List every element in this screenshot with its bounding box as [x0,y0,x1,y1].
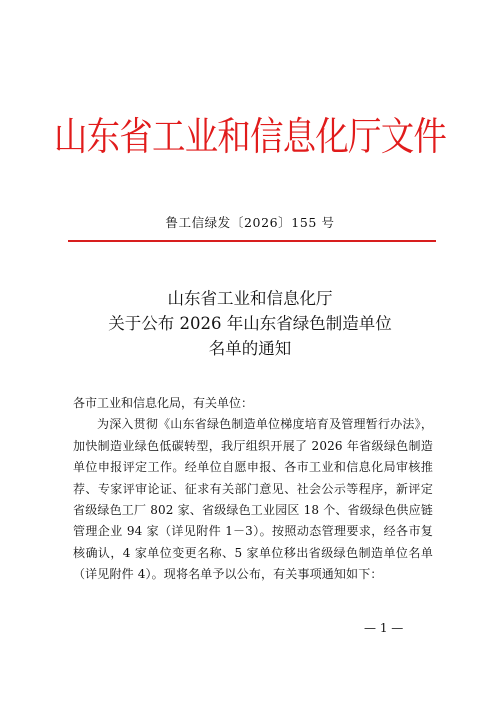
issuing-office-title: 山东省工业和信息化厅文件 [53,115,447,160]
notice-title-line-1: 山东省工业和信息化厅 [167,289,333,308]
document-number: 鲁工信绿发〔2026〕155 号 [165,215,335,230]
notice-body [73,393,433,586]
salutation: 各市工业和信息化局，有关单位： [73,396,254,410]
notice-title-line-3: 名单的通知 [208,339,292,358]
notice-title [0,286,500,361]
body-paragraph: 为深入贯彻《山东省绿色制造单位梯度培育及管理暂行办法》，加快制造业绿色低碳转型，我厅组织开展了 2026 年省级绿色制造单位申报评定工作。经单位自愿申报、各市工业和信息化局审核推荐、专家评审论证、征求有关部门意见、社会公示等程序，新评定省级绿色工厂 802 家、省级绿色工业园区 18 个、省级绿色供应链管理企业 94 家（详见附件 1－3）。按照动态管理要求，经各市复核确认，4 家单位变更名称、5 家单位移出省级绿色制造单位名单（详见附件 4）。现将名单予以公布，有关事项通知如下： [73,417,433,582]
notice-title-line-2: 关于公布 2026 年山东省绿色制造单位 [108,314,392,333]
red-divider-line [68,240,436,242]
page-number: — 1 — [364,621,404,635]
